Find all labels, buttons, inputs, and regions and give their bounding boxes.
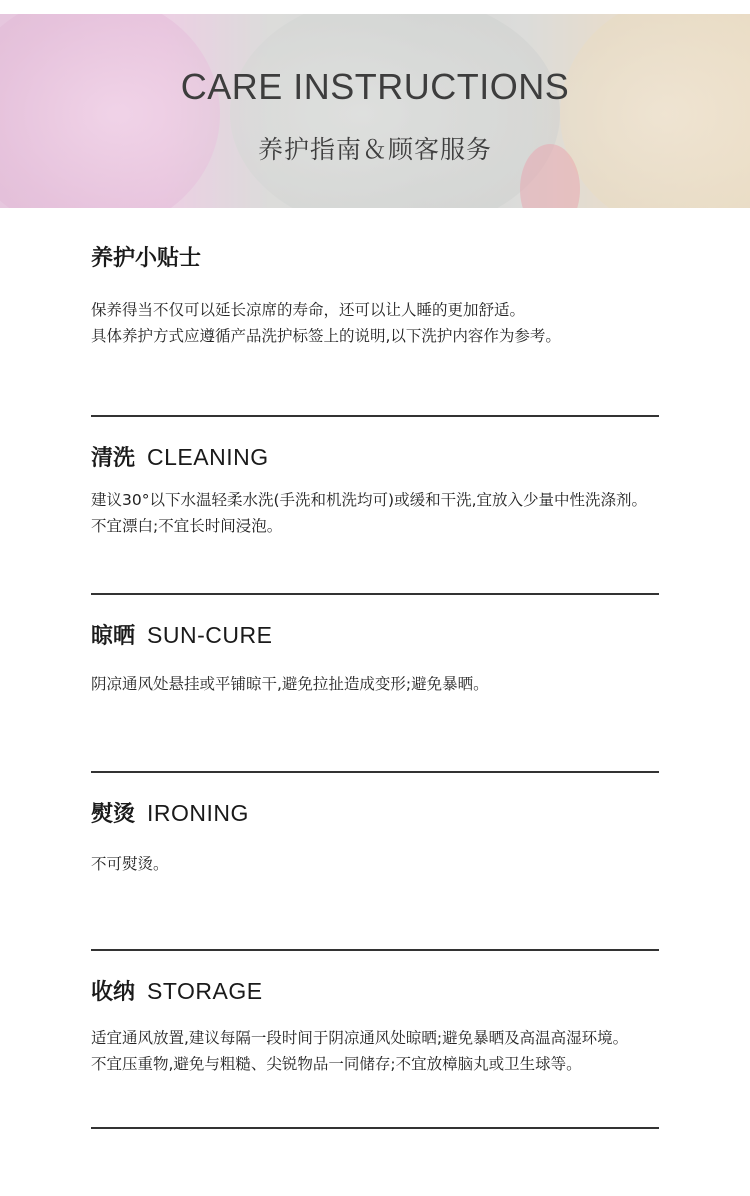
section-title-en: IRONING xyxy=(147,800,249,826)
body-line: 不宜漂白;不宜长时间浸泡。 xyxy=(91,516,283,535)
section-cleaning xyxy=(91,442,661,539)
section-body xyxy=(91,488,661,539)
section-body xyxy=(91,672,661,698)
section-title-zh: 晾晒 xyxy=(91,624,136,649)
section-body xyxy=(91,1026,661,1077)
body-line: 保养得当不仅可以延长凉席的寿命，还可以让人睡的更加舒适。 xyxy=(91,301,526,319)
banner-overlay xyxy=(0,14,750,208)
section-heading xyxy=(91,976,661,1008)
section-body xyxy=(91,298,661,349)
section-divider xyxy=(91,1127,659,1129)
section-storage xyxy=(91,976,661,1077)
section-divider xyxy=(91,949,659,951)
section-divider xyxy=(91,593,659,595)
body-line: 不宜压重物,避免与粗糙、尖锐物品一同储存;不宜放樟脑丸或卫生球等。 xyxy=(91,1054,582,1073)
section-heading xyxy=(91,244,661,274)
section-title-en: CLEANING xyxy=(147,444,269,470)
section-sun-cure xyxy=(91,620,661,698)
body-line: 不可熨烫。 xyxy=(91,855,169,873)
section-heading xyxy=(91,442,661,474)
page-subtitle: 养护指南＆顾客服务 xyxy=(257,135,492,164)
section-title-zh: 熨烫 xyxy=(91,802,136,827)
section-title-en: SUN-CURE xyxy=(147,622,273,648)
section-ironing xyxy=(91,798,661,878)
section-title-en: STORAGE xyxy=(147,978,263,1004)
body-line: 建议30°以下水温轻柔水洗(手洗和机洗均可)或缓和干洗,宜放入少量中性洗涤剂。 xyxy=(91,491,647,509)
body-line: 具体养护方式应遵循产品洗护标签上的说明,以下洗护内容作为参考。 xyxy=(91,326,561,345)
section-divider xyxy=(91,415,659,417)
section-title-zh: 收纳 xyxy=(91,980,136,1005)
section-body xyxy=(91,852,661,878)
section-divider xyxy=(91,771,659,773)
body-line: 适宜通风放置,建议每隔一段时间于阴凉通风处晾晒;避免暴晒及高温高湿环境。 xyxy=(91,1029,629,1047)
section-title-zh: 养护小贴士 xyxy=(91,246,202,271)
page-title: CARE INSTRUCTIONS xyxy=(180,66,570,107)
header-banner xyxy=(0,14,750,208)
section-heading xyxy=(91,620,661,652)
section-care-tips xyxy=(91,244,661,349)
section-title-zh: 清洗 xyxy=(91,446,136,471)
body-line: 阴凉通风处悬挂或平铺晾干,避免拉扯造成变形;避免暴晒。 xyxy=(91,675,489,693)
section-heading xyxy=(91,798,661,830)
